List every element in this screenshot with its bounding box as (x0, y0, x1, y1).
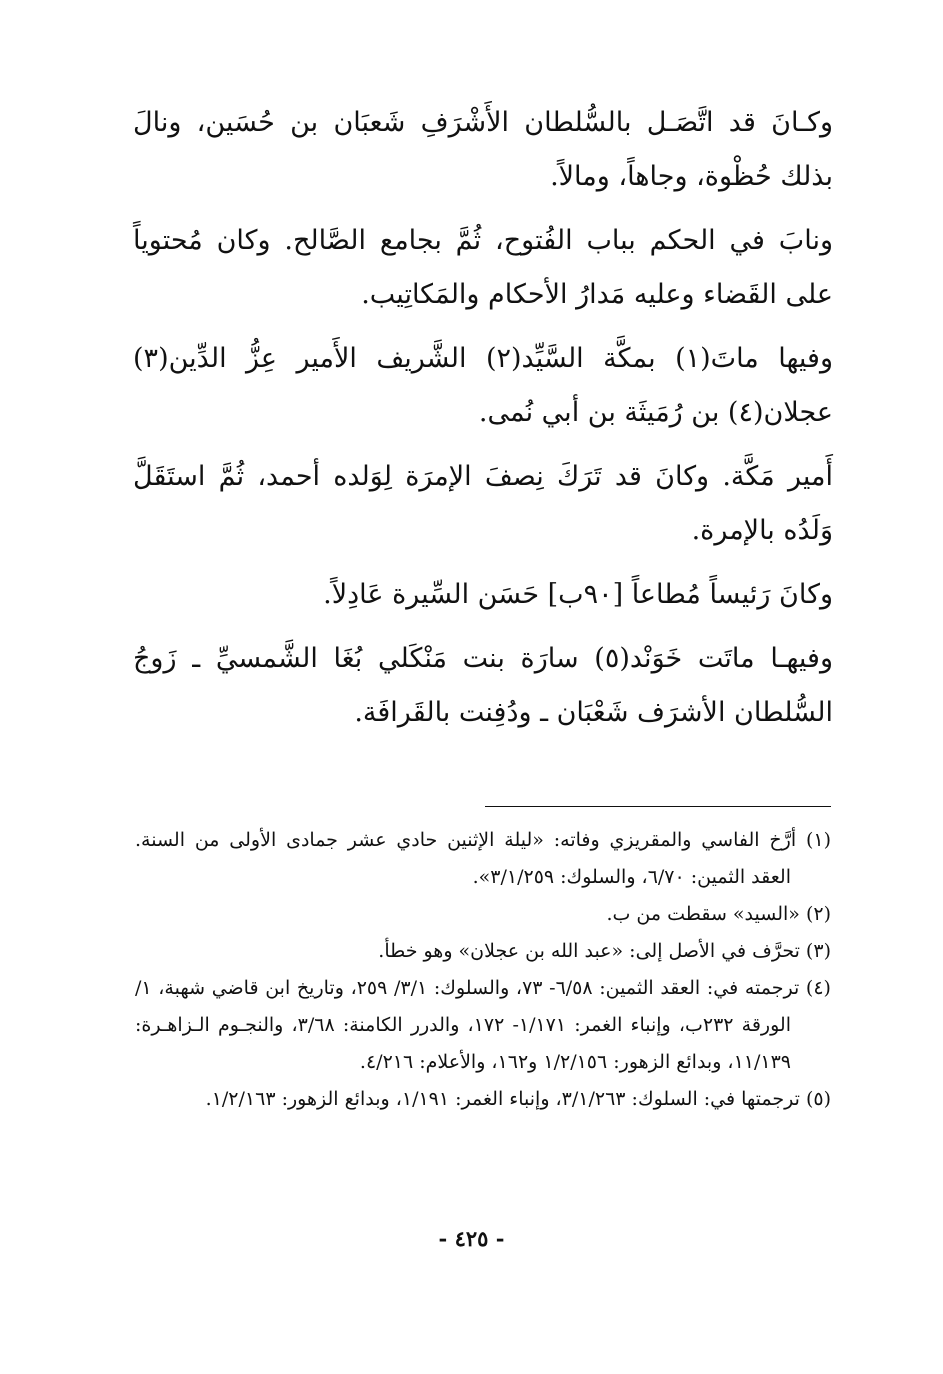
page-number: - ٤٢٥ - (438, 1226, 505, 1251)
paragraph: ونابَ في الحكم بباب الفُتوح، ثُمَّ بجامع الصَّالح. وكان مُحتوياً على القَضاء وعليه مَدارُ الأحكام والمَكاتِيب. (133, 225, 833, 310)
paragraph: وكانَ رَئيساً مُطاعاً [٩٠ب] حَسَن السِّيرة عَادِلاً. (323, 579, 833, 610)
footnote: (٢) «السيد» سقطت من ب. (606, 903, 831, 925)
footnote: (٥) ترجمتها في: السلوك: ٣/١/٢٦٣، وإنباء الغمر: ١/١٩١، وبدائع الزهور: ١/٢/١٦٣. (205, 1088, 831, 1110)
footnote-divider (485, 806, 831, 807)
paragraph: أَمير مَكَّة. وكانَ قد تَرَكَ نِصفَ الإمرَة لِوَلده أحمد، ثُمَّ استَقَلَّ وَلَدُه بالإمرة. (133, 461, 833, 546)
footnote: (٤) ترجمته في: العقد الثمين: ٦/٥٨- ٧٣، والسلوك: ٣/١/ ٢٥٩، وتاريخ ابن قاضي شهبة، ١/الورقة ٢٣٢ب، وإنباء الغمر: ١/١٧١- ١٧٢، والدرر الكامنة: ٣/٦٨، والنجـوم الـزاهـرة: ١١/١٣٩، وبدائع الزهور: ١/٢/١٥٦ و١٦٢، والأعلام: ٤/٢١٦. (135, 977, 831, 1073)
footnote: (١) أرَّخ الفاسي والمقريزي وفاته: «ليلة الإثنين حادي عشر جمادى الأولى من السنة. العقد الثمين: ٦/٧٠، والسلوك: ٣/١/٢٥٩». (135, 829, 831, 888)
paragraph: وكـانَ قد اتَّصَـل بالسُّلطان الأَشْرَفِ شَعبَان بن حُسَين، ونالَ بذلك حُظْوة، وجاهاً، ومالاً. (133, 107, 833, 192)
footnotes (135, 822, 831, 1118)
footnote: (٣) تحرَّف في الأصل إلى: «عبد الله بن عجلان» وهو خطأ. (378, 940, 831, 962)
main-text (133, 96, 833, 750)
paragraph: وفيها ماتَ(١) بمكَّة السَّيِّد(٢) الشَّريف الأَمير عِزُّ الدِّين(٣) عجلان(٤) بن رُمَيثَة بن أبي نُمى. (133, 343, 833, 428)
paragraph: وفيهـا ماتَت خَوَنْد(٥) سارَة بنت مَنْكَلي بُغَا الشَّمسيِّ ـ زَوجُ السُّلطان الأشرَف شَعْبَان ـ ودُفِنت بالقَرافَة. (133, 643, 833, 728)
